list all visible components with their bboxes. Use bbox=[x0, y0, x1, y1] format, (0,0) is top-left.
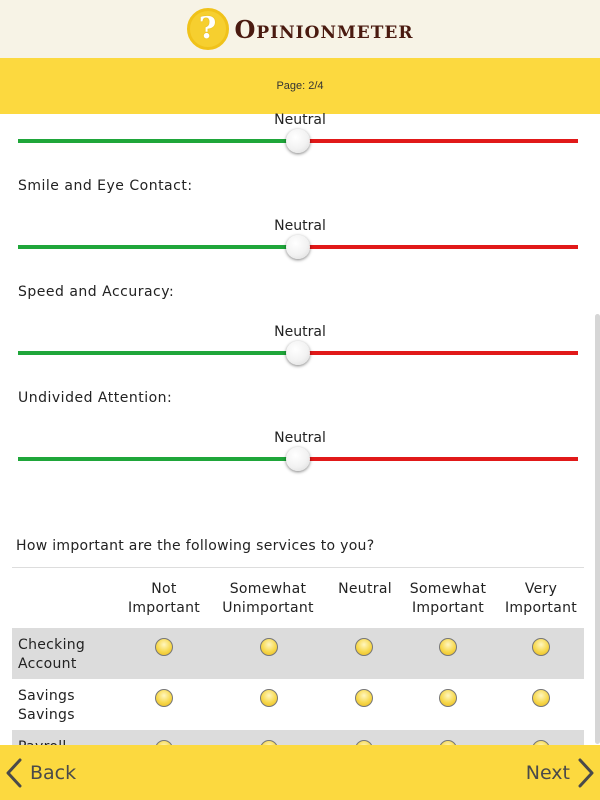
matrix-question-title: How important are the following services to you? bbox=[16, 538, 375, 554]
row-label-line: Savings bbox=[18, 688, 75, 704]
logo-glyph: ? bbox=[198, 11, 217, 46]
slider-value: Neutral bbox=[274, 218, 326, 234]
slider-thumb[interactable] bbox=[286, 341, 310, 365]
radio-somewhat-important[interactable] bbox=[439, 638, 457, 656]
slider-track-positive[interactable] bbox=[18, 139, 298, 143]
row-label-line: Savings bbox=[18, 707, 75, 723]
slider-thumb[interactable] bbox=[286, 129, 310, 153]
slider-track-negative[interactable] bbox=[298, 351, 578, 355]
radio-very-important[interactable] bbox=[532, 638, 550, 656]
slider-track-positive[interactable] bbox=[18, 245, 298, 249]
column-header-line: Very bbox=[524, 581, 558, 597]
column-header-line: Important bbox=[504, 600, 578, 616]
column-header-very-important bbox=[498, 580, 584, 618]
column-header-line: Neutral bbox=[338, 581, 392, 597]
question-undivided-attention: Undivided Attention: bbox=[18, 390, 173, 406]
question-speed-accuracy: Speed and Accuracy: bbox=[18, 284, 175, 300]
radio-neutral[interactable] bbox=[355, 638, 373, 656]
matrix-row-checking-account bbox=[12, 628, 584, 679]
divider bbox=[12, 567, 584, 568]
matrix-row-savings bbox=[12, 679, 584, 730]
rating-slider-1[interactable] bbox=[18, 114, 578, 144]
column-header-line: Somewhat bbox=[229, 581, 307, 597]
column-header-line: Important bbox=[127, 600, 201, 616]
radio-somewhat-unimportant[interactable] bbox=[260, 689, 278, 707]
slider-track-negative[interactable] bbox=[298, 245, 578, 249]
radio-not-important[interactable] bbox=[155, 638, 173, 656]
column-header-line: Important bbox=[411, 600, 485, 616]
scrollbar[interactable] bbox=[595, 314, 600, 744]
opinionmeter-logo-icon bbox=[187, 8, 229, 50]
slider-value: Neutral bbox=[274, 324, 326, 340]
column-header-somewhat-unimportant bbox=[218, 580, 318, 618]
page-indicator-bar bbox=[0, 58, 600, 114]
row-label-line: Checking bbox=[18, 637, 86, 653]
radio-somewhat-unimportant[interactable] bbox=[260, 638, 278, 656]
rating-slider-undivided-attention[interactable] bbox=[18, 432, 578, 462]
next-button[interactable] bbox=[526, 757, 594, 789]
page-indicator: Page: 2/4 bbox=[276, 80, 324, 92]
slider-track-negative[interactable] bbox=[298, 139, 578, 143]
row-label bbox=[18, 636, 108, 674]
slider-thumb[interactable] bbox=[286, 447, 310, 471]
chevron-right-icon bbox=[578, 758, 594, 788]
next-button-label: Next bbox=[525, 762, 570, 784]
column-header-line: Somewhat bbox=[409, 581, 487, 597]
slider-track-negative[interactable] bbox=[298, 457, 578, 461]
column-header-not-important bbox=[118, 580, 210, 618]
logo-text: Opinionmeter bbox=[234, 14, 414, 44]
matrix-header bbox=[12, 580, 584, 628]
back-button[interactable] bbox=[6, 757, 76, 789]
row-label bbox=[18, 687, 108, 725]
logo-bar bbox=[0, 0, 600, 58]
slider-thumb[interactable] bbox=[286, 235, 310, 259]
slider-track-positive[interactable] bbox=[18, 351, 298, 355]
column-header-neutral bbox=[322, 580, 408, 599]
back-button-label: Back bbox=[30, 762, 77, 784]
radio-not-important[interactable] bbox=[155, 689, 173, 707]
column-header-line: Not bbox=[151, 581, 177, 597]
radio-neutral[interactable] bbox=[355, 689, 373, 707]
row-label-line: Account bbox=[18, 656, 77, 672]
slider-value: Neutral bbox=[274, 430, 326, 446]
rating-slider-smile-eye-contact[interactable] bbox=[18, 220, 578, 250]
footer-nav-bar bbox=[0, 745, 600, 800]
chevron-left-icon bbox=[6, 758, 22, 788]
column-header-line: Unimportant bbox=[222, 600, 314, 616]
survey-content[interactable] bbox=[0, 114, 600, 745]
radio-very-important[interactable] bbox=[532, 689, 550, 707]
radio-somewhat-important[interactable] bbox=[439, 689, 457, 707]
rating-slider-speed-accuracy[interactable] bbox=[18, 326, 578, 356]
question-smile-eye-contact: Smile and Eye Contact: bbox=[18, 178, 193, 194]
slider-track-positive[interactable] bbox=[18, 457, 298, 461]
column-header-somewhat-important bbox=[400, 580, 496, 618]
slider-value: Neutral bbox=[274, 112, 326, 128]
